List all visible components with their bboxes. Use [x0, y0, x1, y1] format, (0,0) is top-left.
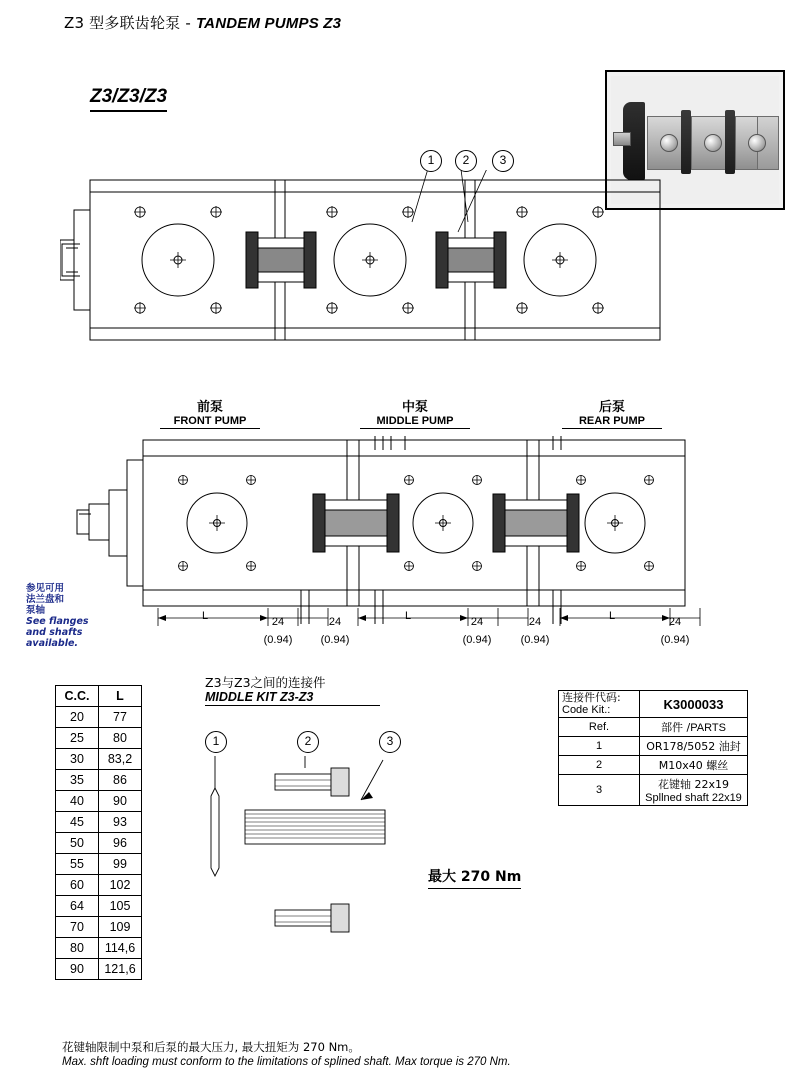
parts-row: 2 M10x40 螺丝 [559, 756, 748, 775]
top-section-drawing [60, 170, 680, 370]
dim-094-5: (0.94) [660, 634, 690, 646]
max-torque-note: 最大 270 Nm [428, 866, 521, 889]
dim-094-1: (0.94) [263, 634, 293, 646]
table-row: 90 121,6 [56, 959, 142, 980]
parts-row-3-name: 花键轴 22x19 Spllned shaft 22x19 [640, 775, 748, 806]
code-kit-value: K3000033 [640, 691, 748, 718]
dim-24-1: 24 [271, 616, 285, 628]
table-row: 60 102 [56, 875, 142, 896]
middle-kit-title: Z3与Z3之间的连接件 MIDDLE KIT Z3-Z3 [205, 676, 380, 706]
table-row: 70 109 [56, 917, 142, 938]
parts-ref-header: Ref. [559, 718, 640, 737]
table-row: 30 83,2 [56, 749, 142, 770]
col-header-cc: C.C. [56, 686, 99, 707]
footer-note [62, 1040, 511, 1070]
parts-header-row [559, 718, 748, 737]
parts-row: 1 OR178/5052 油封 [559, 737, 748, 756]
label-middle-pump: 中泵 MIDDLE PUMP [360, 396, 470, 429]
label-front-pump: 前泵 FRONT PUMP [160, 396, 260, 429]
flange-note: 参见可用 法兰盘和 泵轴 See flanges and shafts available. [26, 583, 89, 649]
callout-1-top: 1 [420, 150, 442, 172]
dim-094-4: (0.94) [520, 634, 550, 646]
kit-callout-3: 3 [379, 731, 401, 753]
displacement-table [55, 685, 142, 980]
dim-24-5: 24 [668, 616, 682, 628]
page-title-cn: Z3 型多联齿轮泵 - [64, 14, 196, 32]
parts-table [558, 690, 748, 806]
footer-note-cn: 花键轴限制中泵和后泵的最大压力, 最大扭矩为 270 Nm。 [62, 1040, 360, 1054]
model-title: Z3/Z3/Z3 [90, 86, 167, 112]
table-row: 50 96 [56, 833, 142, 854]
table-row: 64 105 [56, 896, 142, 917]
table-row: 25 80 [56, 728, 142, 749]
dim-094-3: (0.94) [462, 634, 492, 646]
dim-L-3: L [608, 610, 616, 622]
callout-2-top: 2 [455, 150, 477, 172]
kit-callout-2: 2 [297, 731, 319, 753]
page-title-en: TANDEM PUMPS Z3 [195, 15, 342, 32]
middle-section-drawing [75, 428, 735, 628]
col-header-l: L [99, 686, 142, 707]
dim-24-2: 24 [328, 616, 342, 628]
code-kit-label: 连接件代码: Code Kit.: [559, 691, 640, 718]
dim-24-3: 24 [470, 616, 484, 628]
dim-094-2: (0.94) [320, 634, 350, 646]
parts-row: 3 花键轴 22x19 Spllned shaft 22x19 [559, 775, 748, 806]
middle-kit-parts-drawing [195, 748, 525, 978]
table-row: 80 114,6 [56, 938, 142, 959]
dim-L-2: L [404, 610, 412, 622]
displacement-table-body [56, 686, 142, 980]
dim-24-4: 24 [528, 616, 542, 628]
table-row: 40 90 [56, 791, 142, 812]
table-header-row [56, 686, 142, 707]
table-row: 20 77 [56, 707, 142, 728]
parts-code-row [559, 691, 748, 718]
parts-name-header: 部件 /PARTS [640, 718, 748, 737]
table-row: 35 86 [56, 770, 142, 791]
dim-L-1: L [201, 610, 209, 622]
page-title [64, 12, 341, 33]
table-row: 55 99 [56, 854, 142, 875]
table-row: 45 93 [56, 812, 142, 833]
kit-callout-1: 1 [205, 731, 227, 753]
callout-3-top: 3 [492, 150, 514, 172]
footer-note-en: Max. shft loading must conform to the limitations of splined shaft. Max torque is 270 Nm. [62, 1056, 511, 1068]
label-rear-pump: 后泵 REAR PUMP [562, 396, 662, 429]
